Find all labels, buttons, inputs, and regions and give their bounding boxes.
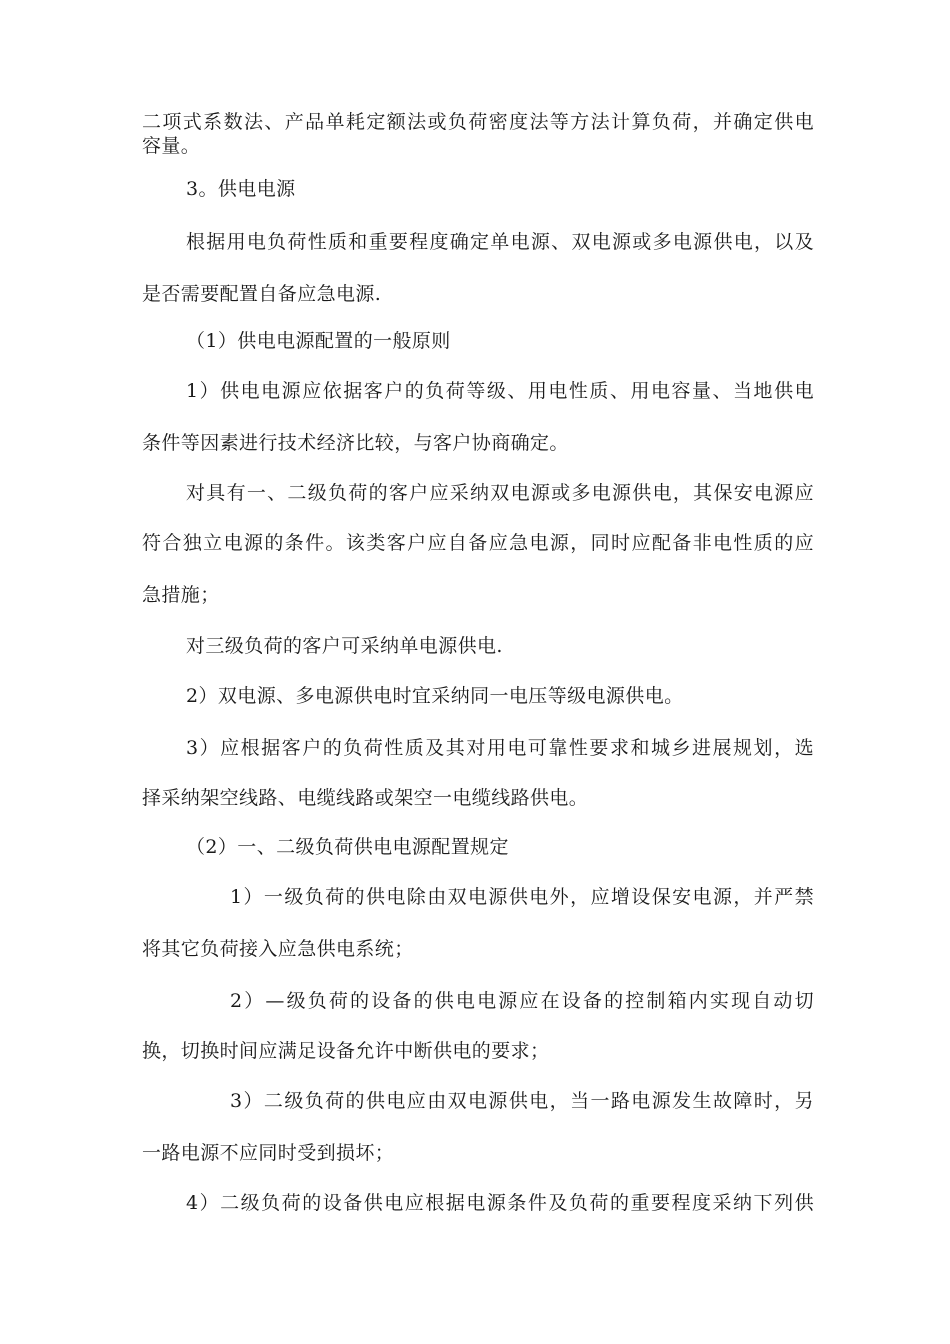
text-line: 1）一级负荷的供电除由双电源供电外，应增设保安电源，并严禁 [230,886,814,908]
text-line: 对具有一、二级负荷的客户应采纳双电源或多电源供电，其保安电源应 [186,482,814,504]
text-line: 3）二级负荷的供电应由双电源供电，当一路电源发生故障时，另 [230,1090,814,1112]
text-line: 3）应根据客户的负荷性质及其对用电可靠性要求和城乡进展规划，选 [186,737,814,759]
text-line: 容量。 [142,135,201,157]
text-line: 将其它负荷接入应急供电系统； [142,938,414,960]
text-line: 二项式系数法、产品单耗定额法或负荷密度法等方法计算负荷，并确定供电 [142,111,814,133]
text-line: 是否需要配置自备应急电源. [142,283,382,305]
text-line: 根据用电负荷性质和重要程度确定单电源、双电源或多电源供电，以及 [186,231,814,253]
text-line: 择采纳架空线路、电缆线路或架空一电缆线路供电。 [142,787,589,809]
text-line: 1）供电电源应依据客户的负荷等级、用电性质、用电容量、当地供电 [186,380,814,402]
subsection-heading: （2）一、二级负荷供电电源配置规定 [186,836,509,858]
text-line: 4）二级负荷的设备供电应根据电源条件及负荷的重要程度采纳下列供 [186,1192,814,1214]
subsection-heading: （1）供电电源配置的一般原则 [186,330,451,352]
text-line: 条件等因素进行技术经济比较，与客户协商确定。 [142,432,569,454]
text-line: 符合独立电源的条件。该类客户应自备应急电源，同时应配备非电性质的应 [142,532,814,554]
text-line: 对三级负荷的客户可采纳单电源供电. [186,635,503,657]
text-line: 2）双电源、多电源供电时宜采纳同一电压等级电源供电。 [186,685,684,707]
section-heading: 3。供电电源 [186,178,296,200]
text-line: 急措施； [142,584,220,606]
text-line: 一路电源不应同时受到损坏； [142,1142,395,1164]
text-line: 换，切换时间应满足设备允许中断供电的要求； [142,1040,550,1062]
text-line: 2）—级负荷的设备的供电电源应在设备的控制箱内实现自动切 [230,990,814,1012]
